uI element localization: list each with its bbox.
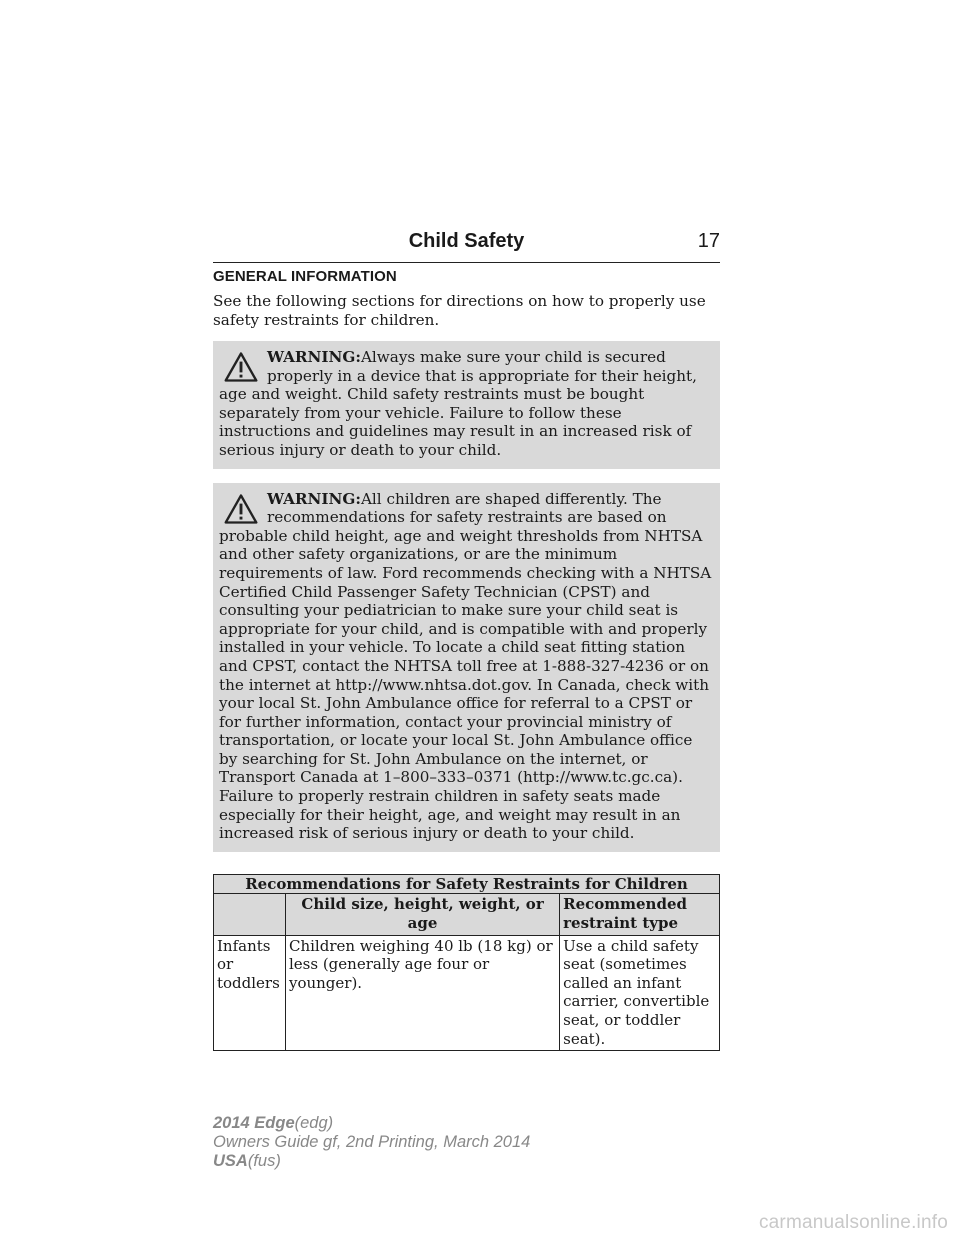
table-cell: Use a child safety seat (sometimes called an infant carrier, convertible seat, or toddler seat). <box>560 935 720 1051</box>
warning-text: Always make sure your child is secured properly in a device that is appropriate for their height, age and weight. Child safety restraints must be bought separately from your vehicle. Failure to follow these instructions and guidelines may result in an increased risk of serious injury or death to your child. <box>219 348 697 459</box>
recommendations-table <box>213 874 720 1051</box>
column-header: Recommended restraint type <box>560 894 720 935</box>
table-row <box>214 935 720 1051</box>
warning-label: WARNING: <box>267 489 361 508</box>
table-title: Recommendations for Safety Restraints for Children <box>214 874 720 894</box>
warning-box-2 <box>213 483 720 852</box>
warning-text: All children are shaped differently. The recommendations for safety restraints are based on probable child height, age and weight thresholds from NHTSA and other safety organizations, or are the minimum requirements of law. Ford recommends checking with a NHTSA Certified Child Passenger Safety Technician (CPST) and consulting your pediatrician to make sure your child seat is appropriate for your child, and is compatible with and properly installed in your vehicle. To locate a child seat fitting station and CPST, contact the NHTSA toll free at 1-888-327-4236 or on the internet at http://www.nhtsa.dot.gov. In Canada, check with your local St. John Ambulance office for referral to a CPST or for further information, contact your provincial ministry of transportation, or locate your local St. John Ambulance office by searching for St. John Ambulance on the internet, or Transport Canada at 1–800–333–0371 (http://www.tc.gc.ca). Failure to properly restrain children in safety seats made especially for their height, age, and weight may result in an increased risk of serious injury or death to your child. <box>219 489 712 843</box>
table-cell: Infants or toddlers <box>214 935 286 1051</box>
watermark: carmanualsonline.info <box>758 1212 948 1233</box>
section-heading: GENERAL INFORMATION <box>213 268 397 285</box>
footer-line-printing: Owners Guide gf, 2nd Printing, March 2014 <box>213 1133 531 1151</box>
document-footer <box>213 1114 530 1171</box>
table-header-row <box>214 894 720 935</box>
column-header <box>214 894 286 935</box>
page-content <box>213 268 720 1051</box>
page-header <box>213 226 720 263</box>
table-title-row <box>214 874 720 894</box>
column-header: Child size, height, weight, or age <box>285 894 559 935</box>
warning-triangle-icon <box>223 350 259 384</box>
warning-box-1 <box>213 341 720 469</box>
footer-line-model: 2014 Edge(edg) <box>213 1114 334 1132</box>
warning-triangle-icon <box>223 492 259 526</box>
footer-line-region: USA(fus) <box>213 1152 281 1170</box>
warning-label: WARNING: <box>267 348 361 366</box>
table-cell: Children weighing 40 lb (18 kg) or less (generally age four or younger). <box>285 935 559 1051</box>
page-number: 17 <box>697 230 720 252</box>
page-title: Child Safety <box>408 230 525 252</box>
intro-paragraph: See the following sections for directions on how to properly use safety restraints for children. <box>213 292 706 329</box>
